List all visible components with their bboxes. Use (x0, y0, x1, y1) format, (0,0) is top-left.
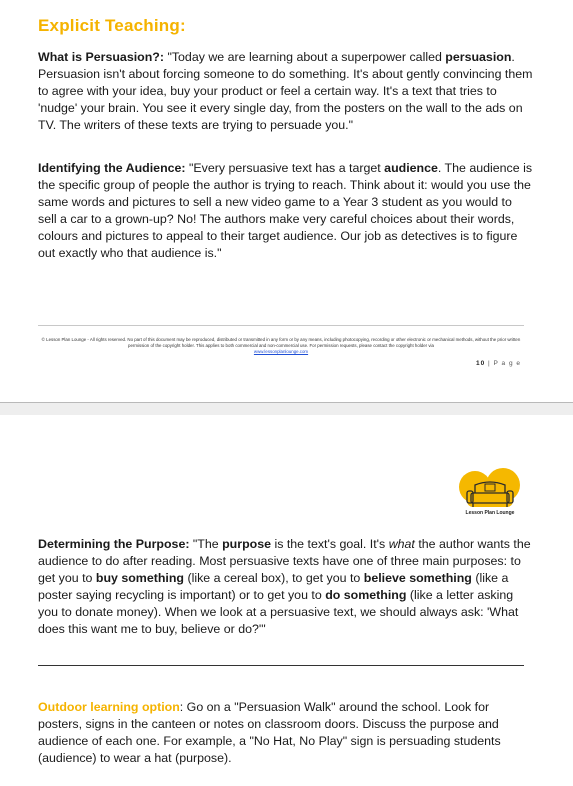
purpose-heading: Determining the Purpose: (38, 537, 190, 551)
outdoor-option-paragraph: Outdoor learning option: Go on a "Persuasion Walk" around the school. Look for posters, signs in the canteen or notes on classroom doors. Discuss the purpose and audience of each one. For example, a "No Hat, No Play" sign is persuading students (audience) to wear a hat (purpose). (38, 700, 501, 765)
page-number: 10 | P a g e (475, 360, 521, 367)
persuasion-heading: What is Persuasion?: (38, 50, 164, 64)
purpose-paragraph: Determining the Purpose: "The purpose is the text's goal. It's what the author wants the audience to do after reading. Most persuasive texts have one of three main purposes: to get you to buy something (like a cereal box), to get you to believe something (like a poster saying recycling is important) or to get you to do something (like a letter asking you to donate money). When we look at a persuasive text, we should always ask: 'What does this want me to buy, believe or do?'" (38, 537, 531, 636)
page-11 (0, 415, 573, 786)
copyright-footer: © Lesson Plan Lounge - All rights reserved. No part of this document may be reproduced, distributed or transmitted in any form or by any means, including photocopying, recording or other electronic or mechanical methods, without the prior written permission of the copyright holder. This applies to both commercial and non-commercial use. For permission requests, please contact the copyright holder via www.lessonplanlounge.com (41, 337, 521, 355)
audience-paragraph: Identifying the Audience: "Every persuasive text has a target audience. The audience is the specific group of people the author is trying to reach. Think about it: would you use the same words and pictures to sell a new video game to a Year 3 student as you would to sell a car to a grown-up? No! The authors make very careful choices about their words, colours and pictures to appeal to their target audience. Our job as detectives is to figure out exactly who that audience is." (38, 161, 533, 260)
outdoor-option-heading: Outdoor learning option (38, 700, 180, 714)
footer-divider (38, 325, 524, 326)
section-title: Explicit Teaching: (38, 16, 186, 35)
website-link[interactable]: www.lessonplanlounge.com (253, 349, 309, 355)
audience-heading: Identifying the Audience: (38, 161, 186, 175)
persuasion-paragraph: What is Persuasion?: "Today we are learning about a superpower called persuasion. Persuasion isn't about forcing someone to do something. It's about gently convincing them to agree with your idea, buy your product or feel a certain way. It's a text that tries to 'nudge' your brain. You see it every single day, from the posters on the wall to the ads on TV. The writers of these texts are trying to persuade you." (38, 50, 533, 132)
logo-caption: Lesson Plan Lounge (465, 510, 515, 516)
section-divider (38, 665, 524, 666)
page-separator (0, 402, 573, 416)
